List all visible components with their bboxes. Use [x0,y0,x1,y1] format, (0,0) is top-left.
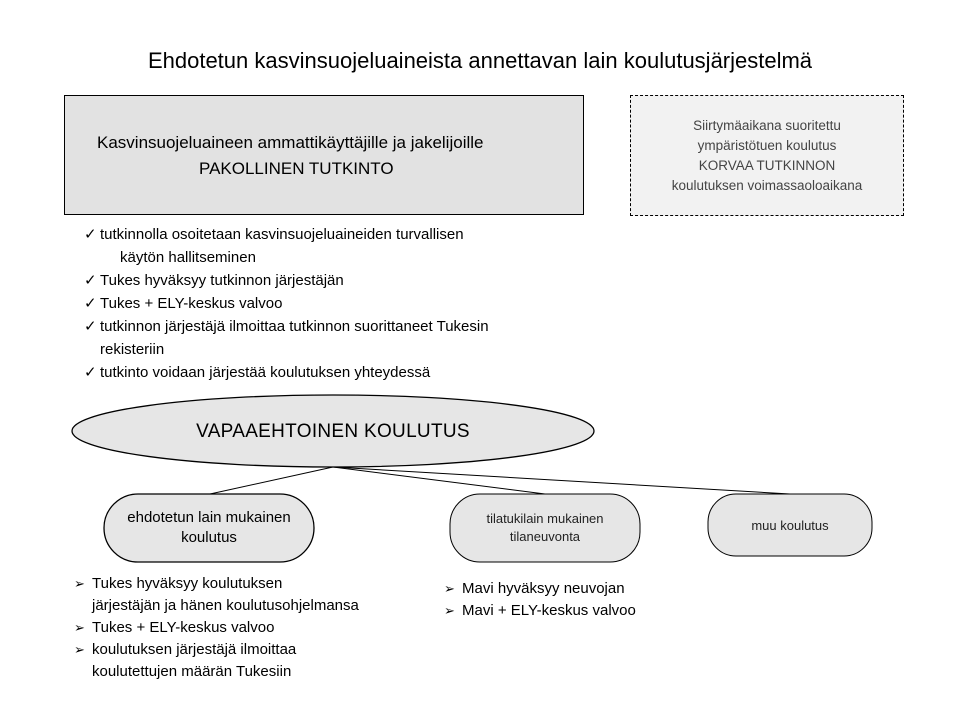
connector-to-law-training [210,467,333,494]
list-item [74,617,359,639]
list-item-continuation: koulutettujen määrän Tukesiin [92,663,292,680]
list-item [444,578,636,600]
law-training-line2: koulutus [181,529,237,546]
list-item-continuation: rekisteriin [100,341,165,358]
other-training-label: muu koulutus [751,517,829,533]
list-item [74,639,359,683]
list-item-text: Tukes hyväksyy koulutuksen [92,575,283,592]
list-item-continuation: käytön hallitseminen [120,249,256,266]
law-training-label [104,494,314,562]
list-item-text: tutkinnon järjestäjä ilmoittaa tutkinnon suorittaneet Tukesin [100,318,489,335]
voluntary-training-label: VAPAAEHTOINEN KOULUTUS [196,420,470,442]
list-item-text: koulutuksen järjestäjä ilmoittaa [92,641,297,658]
farm-advisory-label [450,494,640,562]
check-icon: ✓ [84,295,97,312]
connector-to-farm-advisory [333,467,545,494]
list-item-text: tutkinto voidaan järjestää koulutuksen yhteydessä [100,364,431,381]
arrow-bullet-icon: ➢ [74,576,85,591]
law-training-details-list [74,573,359,683]
connector-to-other-training [333,467,790,494]
list-item-text: tutkinnolla osoitetaan kasvinsuojeluaineiden turvallisen [100,226,464,243]
arrow-bullet-icon: ➢ [444,581,455,596]
list-item-text: Tukes + ELY-keskus valvoo [92,619,275,636]
check-icon: ✓ [84,364,97,381]
arrow-bullet-icon: ➢ [74,642,85,657]
check-icon: ✓ [84,318,97,335]
diagram-title: Ehdotetun kasvinsuojeluaineista annettavan lain koulutusjärjestelmä [147,48,813,73]
list-item [444,600,636,622]
list-item-text: Mavi hyväksyy neuvojan [462,580,625,597]
mandatory-exam-label-line2: PAKOLLINEN TUTKINTO [199,159,394,178]
arrow-bullet-icon: ➢ [74,620,85,635]
transition-line-4: koulutuksen voimassaoloaikana [671,177,863,193]
mandatory-exam-label-line1: Kasvinsuojeluaineen ammattikäyttäjille ja jakelijoille [97,133,484,152]
list-item [74,573,359,617]
list-item-text: Mavi + ELY-keskus valvoo [462,602,636,619]
list-item-text: Tukes hyväksyy tutkinnon järjestäjän [100,272,344,289]
arrow-bullet-icon: ➢ [444,603,455,618]
transition-line-2: ympäristötuen koulutus [697,137,837,153]
list-item-text: Tukes + ELY-keskus valvoo [100,295,283,312]
transition-line-3: KORVAA TUTKINNON [698,157,836,173]
law-training-line1: ehdotetun lain mukainen [127,509,291,526]
farm-advisory-line1: tilatukilain mukainen [486,511,604,526]
farm-advisory-details-list [444,578,636,622]
list-item-continuation: järjestäjän ja hänen koulutusohjelmansa [92,597,359,614]
transition-line-1: Siirtymäaikana suoritettu [693,117,841,133]
farm-advisory-line2: tilaneuvonta [509,529,581,544]
check-icon: ✓ [84,226,97,243]
check-icon: ✓ [84,272,97,289]
